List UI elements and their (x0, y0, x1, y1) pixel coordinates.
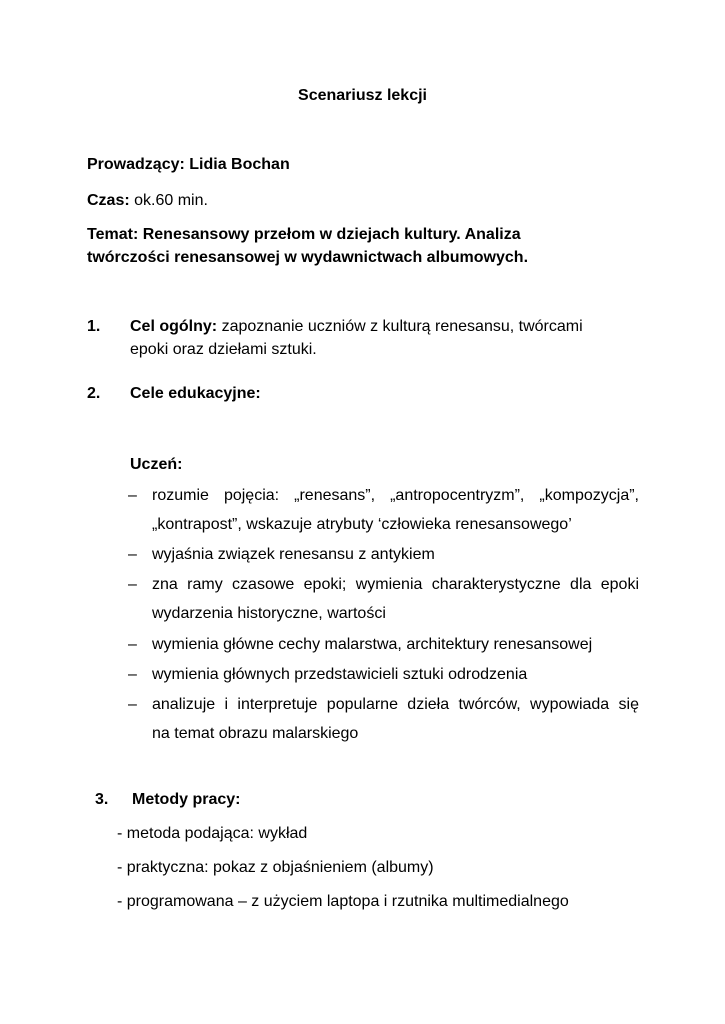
bullet-dash: – (128, 696, 137, 713)
bullet-item-1-line-2: „kontrapost”, wskazuje atrybuty ‘człowieka renesansowego’ (152, 516, 572, 533)
bullet-dash: – (128, 487, 137, 504)
section-2-subheading: Uczeń: (130, 456, 183, 473)
method-item-1: - metoda podająca: wykład (117, 825, 308, 842)
bullet-dash: – (128, 666, 137, 683)
time-label: Czas: (87, 192, 130, 209)
document-title: Scenariusz lekcji (298, 87, 427, 104)
time-line (87, 192, 208, 210)
section-1-number: 1. (87, 318, 101, 335)
section-2-number: 2. (87, 385, 101, 402)
bullet-item-3-line-2: wydarzenia historyczne, wartości (152, 605, 386, 622)
method-item-3: - programowana – z użyciem laptopa i rzutnika multimedialnego (117, 893, 569, 910)
instructor-label: Prowadzący: (87, 156, 185, 173)
section-2-heading: Cele edukacyjne: (130, 385, 261, 402)
section-1-text-1: zapoznanie uczniów z kulturą renesansu, twórcami (221, 318, 583, 335)
bullet-item-5-line-1: wymienia głównych przedstawicieli sztuki odrodzenia (152, 666, 528, 683)
method-item-2: - praktyczna: pokaz z objaśnieniem (albumy) (117, 859, 434, 876)
topic-line-1 (87, 226, 521, 244)
section-1-text-2: epoki oraz dziełami sztuki. (130, 341, 317, 358)
bullet-dash: – (128, 546, 137, 563)
bullet-item-1-line-1: rozumie pojęcia: „renesans”, „antropocentryzm”, „kompozycja”, (152, 487, 639, 504)
time-value: ok.60 min. (134, 192, 208, 209)
bullet-item-2-line-1: wyjaśnia związek renesansu z antykiem (152, 546, 435, 563)
bullet-dash: – (128, 576, 137, 593)
bullet-item-4-line-1: wymienia główne cechy malarstwa, architektury renesansowej (152, 636, 593, 653)
topic-line-2: twórczości renesansowej w wydawnictwach albumowych. (87, 249, 529, 266)
bullet-dash: – (128, 636, 137, 653)
instructor-line (87, 156, 290, 174)
topic-label: Temat: (87, 226, 139, 243)
section-3-number: 3. (95, 791, 109, 808)
bullet-item-6-line-2: na temat obrazu malarskiego (152, 725, 359, 742)
bullet-item-6-line-1: analizuje i interpretuje popularne dzieła twórców, wypowiada się (152, 696, 639, 713)
section-1-heading: Cel ogólny: (130, 318, 218, 335)
section-1-line-1 (130, 318, 583, 336)
bullet-item-3-line-1: zna ramy czasowe epoki; wymienia charakterystyczne dla epoki (152, 576, 639, 593)
instructor-value: Lidia Bochan (189, 156, 290, 173)
section-3-heading: Metody pracy: (132, 791, 241, 808)
topic-text-1: Renesansowy przełom w dziejach kultury. Analiza (142, 226, 521, 243)
